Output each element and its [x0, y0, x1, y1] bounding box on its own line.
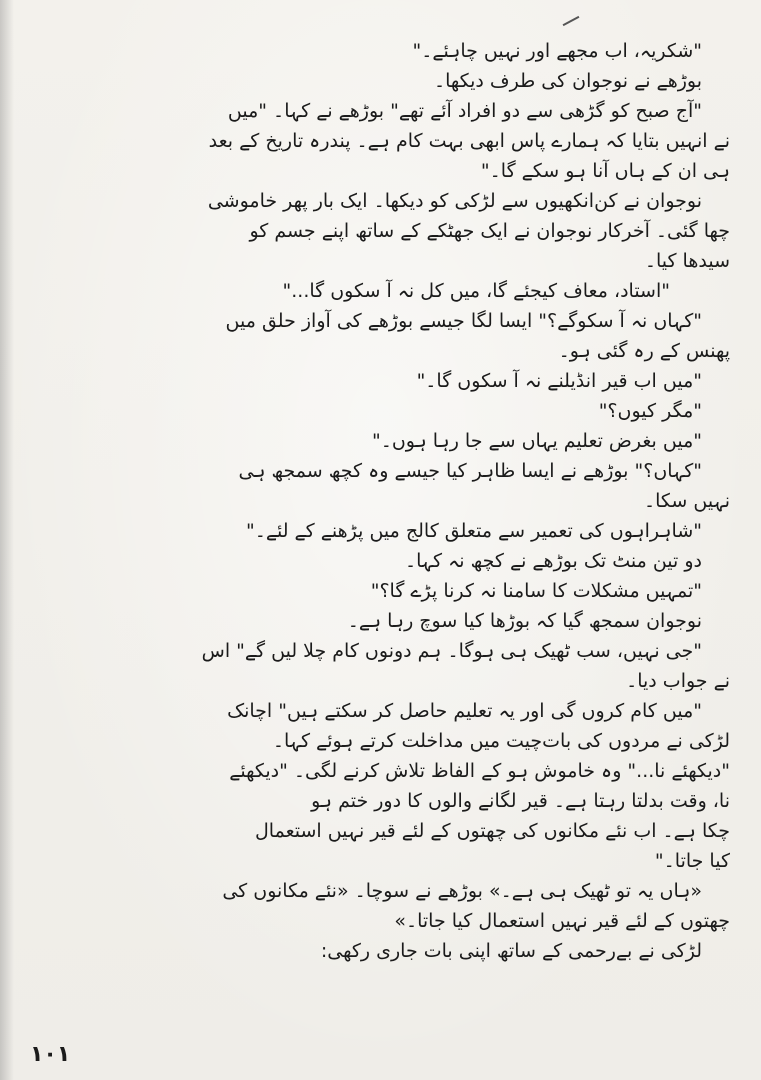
text-line: "دیکھئے نا..." وہ خاموش ہو کے الفاظ تلاش کرنے لگی۔ "دیکھئے: [229, 760, 730, 782]
text-line: "میں اب قیر انڈیلنے نہ آ سکوں گا۔": [416, 370, 702, 392]
text-line: کیا جاتا۔": [654, 850, 730, 872]
text-line: پھنس کے رہ گئی ہو۔: [558, 340, 730, 362]
text-line: نے جواب دیا۔: [626, 670, 730, 692]
pencil-mark: [563, 16, 580, 26]
text-line: "میں بغرض تعلیم یہاں سے جا رہا ہوں۔": [371, 430, 702, 452]
page-number: ۱۰۱: [30, 1042, 71, 1067]
text-line: نوجوان سمجھ گیا کہ بوڑھا کیا سوچ رہا ہے۔: [347, 610, 702, 632]
text-line: نا، وقت بدلتا رہتا ہے۔ قیر لگانے والوں کا دور ختم ہو: [311, 790, 730, 812]
text-line: لڑکی نے بےرحمی کے ساتھ اپنی بات جاری رکھی:: [320, 940, 702, 962]
text-line: "کہاں؟" بوڑھے نے ایسا ظاہر کیا جیسے وہ کچھ سمجھ ہی: [238, 460, 702, 482]
text-line: "تمہیں مشکلات کا سامنا نہ کرنا پڑے گا؟": [370, 580, 702, 602]
text-line: "میں کام کروں گی اور یہ تعلیم حاصل کر سکتے ہیں" اچانک: [227, 700, 702, 722]
text-line: "مگر کیوں؟": [598, 400, 702, 422]
text-line: نے انہیں بتایا کہ ہمارے پاس ابھی بہت کام ہے۔ پندرہ تاریخ کے بعد: [208, 130, 730, 152]
page-edge-shadow: [0, 0, 14, 1080]
text-line: "شکریہ، اب مجھے اور نہیں چاہئے۔": [412, 40, 702, 62]
text-line: "جی نہیں، سب ٹھیک ہی ہوگا۔ ہم دونوں کام چلا لیں گے" اس: [201, 640, 702, 662]
text-line: "کہاں نہ آ سکوگے؟" ایسا لگا جیسے بوڑھے کی آواز حلق میں: [225, 310, 702, 332]
text-line: سیدھا کیا۔: [644, 250, 730, 272]
text-line: چھتوں کے لئے قیر نہیں استعمال کیا جاتا۔»: [394, 910, 730, 932]
text-line: بوڑھے نے نوجوان کی طرف دیکھا۔: [433, 70, 702, 92]
text-line: "استاد، معاف کیجئے گا، میں کل نہ آ سکوں گا...": [282, 280, 670, 302]
body-text: [40, 36, 730, 966]
text-line: دو تین منٹ تک بوڑھے نے کچھ نہ کہا۔: [405, 550, 702, 572]
text-line: ہی ان کے ہاں آنا ہو سکے گا۔": [480, 160, 730, 182]
text-line: چکا ہے۔ اب نئے مکانوں کی چھتوں کے لئے قیر نہیں استعمال: [254, 820, 730, 842]
text-line: چھا گئی۔ آخرکار نوجوان نے ایک جھٹکے کے ساتھ اپنے جسم کو: [249, 220, 730, 242]
text-line: لڑکی نے مردوں کی بات‌چیت میں مداخلت کرتے ہوئے کہا۔: [272, 730, 730, 752]
text-line: نوجوان نے کن‌انکھیوں سے لڑکی کو دیکھا۔ ایک بار پھر خاموشی: [207, 190, 702, 212]
text-line: «ہاں یہ تو ٹھیک ہی ہے۔» بوڑھے نے سوچا۔ «نئے مکانوں کی: [222, 880, 702, 902]
text-line: "شاہراہوں کی تعمیر سے متعلق کالج میں پڑھنے کے لئے۔": [245, 520, 702, 542]
text-line: "آج صبح کو گڑھی سے دو افراد آئے تھے" بوڑھے نے کہا۔ "میں: [227, 100, 702, 122]
text-line: نہیں سکا۔: [644, 490, 730, 512]
